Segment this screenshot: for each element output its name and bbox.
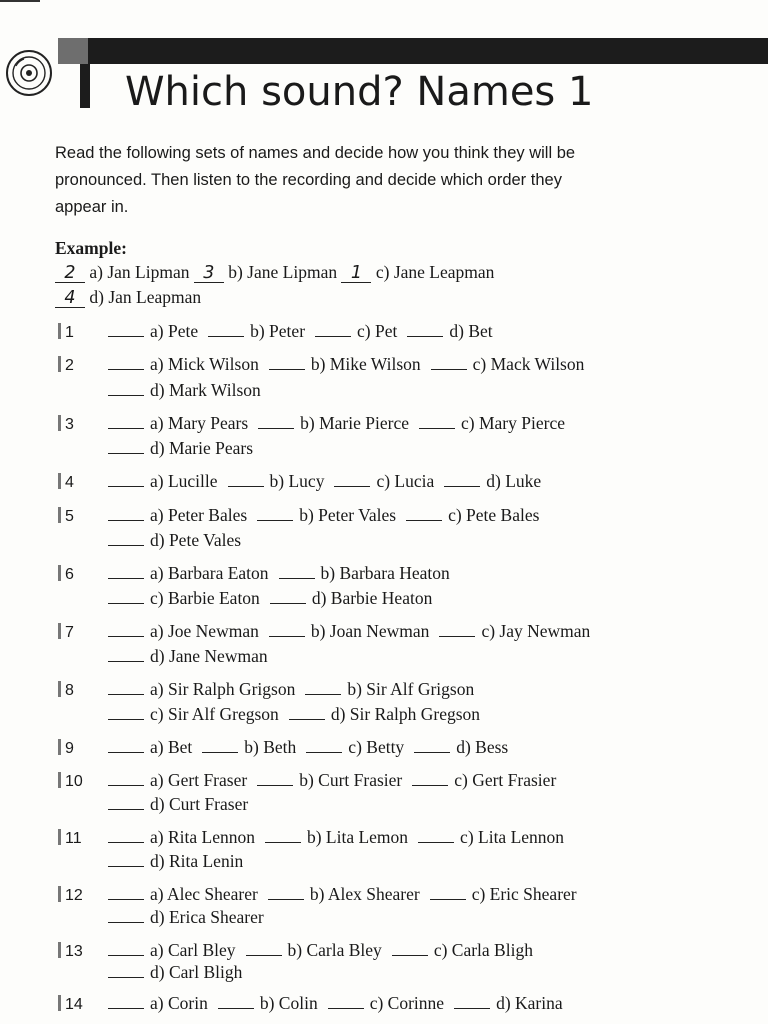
answer-blank[interactable]: [289, 707, 325, 720]
answer-blank[interactable]: [108, 649, 144, 662]
question-number-label: 11: [65, 830, 82, 847]
option-label: d) Pete Vales: [150, 530, 242, 550]
question-tick-mark: [58, 356, 61, 372]
answer-blank[interactable]: [257, 508, 293, 521]
question-number: [58, 829, 82, 848]
answer-blank[interactable]: [108, 533, 144, 546]
answer-blank[interactable]: [315, 324, 351, 337]
question-number: [58, 772, 83, 791]
question-line: [108, 413, 565, 434]
question-tick-mark: [58, 565, 61, 581]
option-label: a) Peter Bales: [150, 505, 248, 525]
answer-blank[interactable]: [228, 474, 264, 487]
question-number: [58, 565, 74, 584]
option-label: c) Pete Bales: [448, 505, 540, 525]
answer-blank[interactable]: [305, 682, 341, 695]
option-label: c) Lucia: [376, 471, 435, 491]
option-label: d) Sir Ralph Gregson: [330, 704, 481, 724]
answer-blank[interactable]: [108, 566, 144, 579]
instructions: [55, 140, 695, 221]
question-line: [108, 993, 563, 1014]
option-label: d) Carl Bligh: [150, 962, 243, 982]
answer-blank[interactable]: [108, 740, 144, 753]
instructions-line: Read the following sets of names and decide how you think they will be: [55, 144, 576, 162]
handwritten-answer: 4: [55, 289, 85, 308]
header-bar-tab: [58, 38, 88, 64]
answer-blank[interactable]: [108, 508, 144, 521]
answer-blank[interactable]: [108, 707, 144, 720]
question-number: [58, 356, 74, 375]
answer-blank[interactable]: [108, 965, 144, 978]
question-line: [108, 646, 268, 667]
option-label: b) Alex Shearer: [309, 884, 420, 904]
answer-blank[interactable]: [208, 324, 244, 337]
question-tick-mark: [58, 623, 61, 639]
question-line: [108, 770, 556, 791]
question-line: [108, 704, 480, 725]
option-label: c) Eric Shearer: [471, 884, 577, 904]
option-label: a) Rita Lennon: [150, 827, 255, 847]
answer-blank[interactable]: [406, 508, 442, 521]
answer-blank[interactable]: [108, 383, 144, 396]
answer-blank[interactable]: [328, 996, 364, 1009]
option-label: a) Joe Newman: [150, 621, 259, 641]
example-option: a) Jan Lipman: [85, 262, 194, 282]
answer-blank[interactable]: [218, 996, 254, 1009]
option-label: b) Beth: [244, 737, 297, 757]
option-label: d) Jane Newman: [150, 646, 268, 666]
option-label: d) Rita Lenin: [150, 851, 244, 871]
option-label: b) Curt Frasier: [299, 770, 403, 790]
answer-blank[interactable]: [419, 416, 455, 429]
option-label: c) Pet: [357, 321, 398, 341]
cd-audio-icon: [4, 46, 54, 98]
answer-blank[interactable]: [306, 740, 342, 753]
question-line: [108, 794, 248, 815]
answer-blank[interactable]: [257, 773, 293, 786]
option-label: c) Mary Pierce: [461, 413, 565, 433]
option-label: b) Marie Pierce: [300, 413, 409, 433]
question-line: [108, 530, 241, 551]
example-line: [55, 287, 201, 308]
option-label: d) Barbie Heaton: [311, 588, 433, 608]
option-label: a) Barbara Eaton: [150, 563, 269, 583]
answer-blank[interactable]: [108, 416, 144, 429]
question-number-label: 7: [65, 624, 74, 641]
option-label: b) Peter Vales: [299, 505, 397, 525]
question-number-label: 2: [65, 357, 74, 374]
question-number-label: 4: [65, 474, 74, 491]
option-label: d) Karina: [496, 993, 563, 1013]
answer-blank[interactable]: [418, 830, 454, 843]
question-tick-mark: [58, 995, 61, 1011]
question-number-label: 5: [65, 508, 74, 525]
question-tick-mark: [58, 415, 61, 431]
question-number: [58, 681, 74, 700]
question-number-label: 1: [65, 324, 74, 341]
question-line: [108, 962, 242, 983]
answer-blank[interactable]: [392, 943, 428, 956]
option-label: b) Carla Bley: [287, 940, 382, 960]
question-number-label: 9: [65, 740, 74, 757]
question-line: [108, 505, 539, 526]
question-line: [108, 679, 474, 700]
answer-blank[interactable]: [108, 830, 144, 843]
question-line: [108, 563, 450, 584]
question-tick-mark: [58, 942, 61, 958]
question-line: [108, 907, 264, 928]
option-label: a) Mary Pears: [150, 413, 249, 433]
answer-blank[interactable]: [279, 566, 315, 579]
question-number-label: 13: [65, 943, 83, 960]
question-line: [108, 588, 432, 609]
answer-blank[interactable]: [334, 474, 370, 487]
option-label: a) Alec Shearer: [150, 884, 258, 904]
answer-blank[interactable]: [108, 624, 144, 637]
question-line: [108, 827, 564, 848]
answer-blank[interactable]: [444, 474, 480, 487]
answer-blank[interactable]: [269, 357, 305, 370]
question-line: [108, 851, 243, 872]
question-number: [58, 739, 74, 758]
answer-blank[interactable]: [268, 887, 304, 900]
page-title: Which sound? Names 1: [125, 69, 594, 115]
option-label: b) Sir Alf Grigson: [347, 679, 475, 699]
question-tick-mark: [58, 772, 61, 788]
example-heading: Example:: [55, 238, 127, 258]
answer-blank[interactable]: [108, 996, 144, 1009]
option-label: a) Sir Ralph Grigson: [150, 679, 296, 699]
answer-blank[interactable]: [108, 773, 144, 786]
answer-blank[interactable]: [454, 996, 490, 1009]
answer-blank[interactable]: [108, 474, 144, 487]
option-label: c) Carla Bligh: [433, 940, 533, 960]
question-number-label: 6: [65, 566, 74, 583]
option-label: b) Barbara Heaton: [320, 563, 450, 583]
option-label: d) Marie Pears: [150, 438, 254, 458]
instructions-line: appear in.: [55, 198, 129, 216]
instructions-line: pronounced. Then listen to the recording and decide which order they: [55, 171, 562, 189]
answer-blank[interactable]: [258, 416, 294, 429]
option-label: d) Curt Fraser: [150, 794, 249, 814]
option-label: c) Lita Lennon: [460, 827, 565, 847]
question-line: [108, 321, 493, 342]
question-tick-mark: [58, 739, 61, 755]
question-tick-mark: [58, 681, 61, 697]
answer-blank[interactable]: [108, 441, 144, 454]
option-label: b) Joan Newman: [310, 621, 430, 641]
example-option: d) Jan Leapman: [85, 287, 202, 307]
question-number: [58, 323, 74, 342]
option-label: c) Gert Frasier: [454, 770, 557, 790]
question-tick-mark: [58, 323, 61, 339]
answer-blank[interactable]: [246, 943, 282, 956]
question-number: [58, 507, 74, 526]
option-label: b) Lita Lemon: [306, 827, 409, 847]
unit-number-marker: [80, 64, 90, 108]
handwritten-answer: 1: [341, 264, 371, 283]
option-label: b) Peter: [250, 321, 306, 341]
question-line: [108, 940, 533, 961]
answer-blank[interactable]: [108, 591, 144, 604]
answer-blank[interactable]: [108, 357, 144, 370]
handwritten-answer: 2: [55, 264, 85, 283]
question-line: [108, 354, 584, 375]
answer-blank[interactable]: [108, 854, 144, 867]
option-label: c) Corinne: [369, 993, 445, 1013]
option-label: b) Mike Wilson: [310, 354, 421, 374]
option-label: a) Mick Wilson: [150, 354, 259, 374]
example-line: [55, 262, 494, 283]
question-tick-mark: [58, 829, 61, 845]
answer-blank[interactable]: [108, 797, 144, 810]
option-label: a) Carl Bley: [150, 940, 236, 960]
option-label: d) Luke: [486, 471, 542, 491]
option-label: a) Pete: [150, 321, 199, 341]
option-label: a) Gert Fraser: [150, 770, 248, 790]
question-number: [58, 415, 74, 434]
question-number-label: 14: [65, 996, 83, 1013]
answer-blank[interactable]: [108, 682, 144, 695]
question-number-label: 10: [65, 773, 83, 790]
question-tick-mark: [58, 886, 61, 902]
answer-blank[interactable]: [414, 740, 450, 753]
question-number: [58, 473, 74, 492]
option-label: a) Bet: [150, 737, 193, 757]
answer-blank[interactable]: [108, 324, 144, 337]
header-bar: [58, 38, 768, 64]
example-option: c) Jane Leapman: [371, 262, 495, 282]
answer-blank[interactable]: [108, 910, 144, 923]
question-line: [108, 621, 590, 642]
answer-blank[interactable]: [202, 740, 238, 753]
handwritten-answer: 3: [194, 264, 224, 283]
option-label: d) Bet: [449, 321, 493, 341]
question-number-label: 12: [65, 887, 83, 904]
question-line: [108, 380, 261, 401]
question-line: [108, 438, 253, 459]
option-label: a) Lucille: [150, 471, 218, 491]
question-number-label: 8: [65, 682, 74, 699]
question-line: [108, 737, 508, 758]
question-tick-mark: [58, 473, 61, 489]
answer-blank[interactable]: [431, 357, 467, 370]
option-label: c) Betty: [348, 737, 405, 757]
page-edge-mark: [0, 0, 40, 2]
option-label: c) Sir Alf Gregson: [150, 704, 279, 724]
option-label: c) Mack Wilson: [472, 354, 585, 374]
question-number: [58, 942, 83, 961]
option-label: c) Barbie Eaton: [150, 588, 260, 608]
answer-blank[interactable]: [108, 887, 144, 900]
option-label: c) Jay Newman: [481, 621, 591, 641]
answer-blank[interactable]: [439, 624, 475, 637]
answer-blank[interactable]: [270, 591, 306, 604]
option-label: b) Lucy: [269, 471, 325, 491]
answer-blank[interactable]: [412, 773, 448, 786]
option-label: d) Erica Shearer: [150, 907, 264, 927]
option-label: d) Mark Wilson: [150, 380, 261, 400]
question-line: [108, 884, 577, 905]
example-option: b) Jane Lipman: [223, 262, 342, 282]
question-tick-mark: [58, 507, 61, 523]
question-number: [58, 886, 83, 905]
question-line: [108, 471, 541, 492]
option-label: d) Bess: [456, 737, 509, 757]
question-number: [58, 995, 83, 1014]
question-number-label: 3: [65, 416, 74, 433]
question-number: [58, 623, 74, 642]
option-label: b) Colin: [259, 993, 318, 1013]
answer-blank[interactable]: [265, 830, 301, 843]
option-label: a) Corin: [150, 993, 208, 1013]
answer-blank[interactable]: [108, 943, 144, 956]
answer-blank[interactable]: [407, 324, 443, 337]
answer-blank[interactable]: [269, 624, 305, 637]
answer-blank[interactable]: [430, 887, 466, 900]
